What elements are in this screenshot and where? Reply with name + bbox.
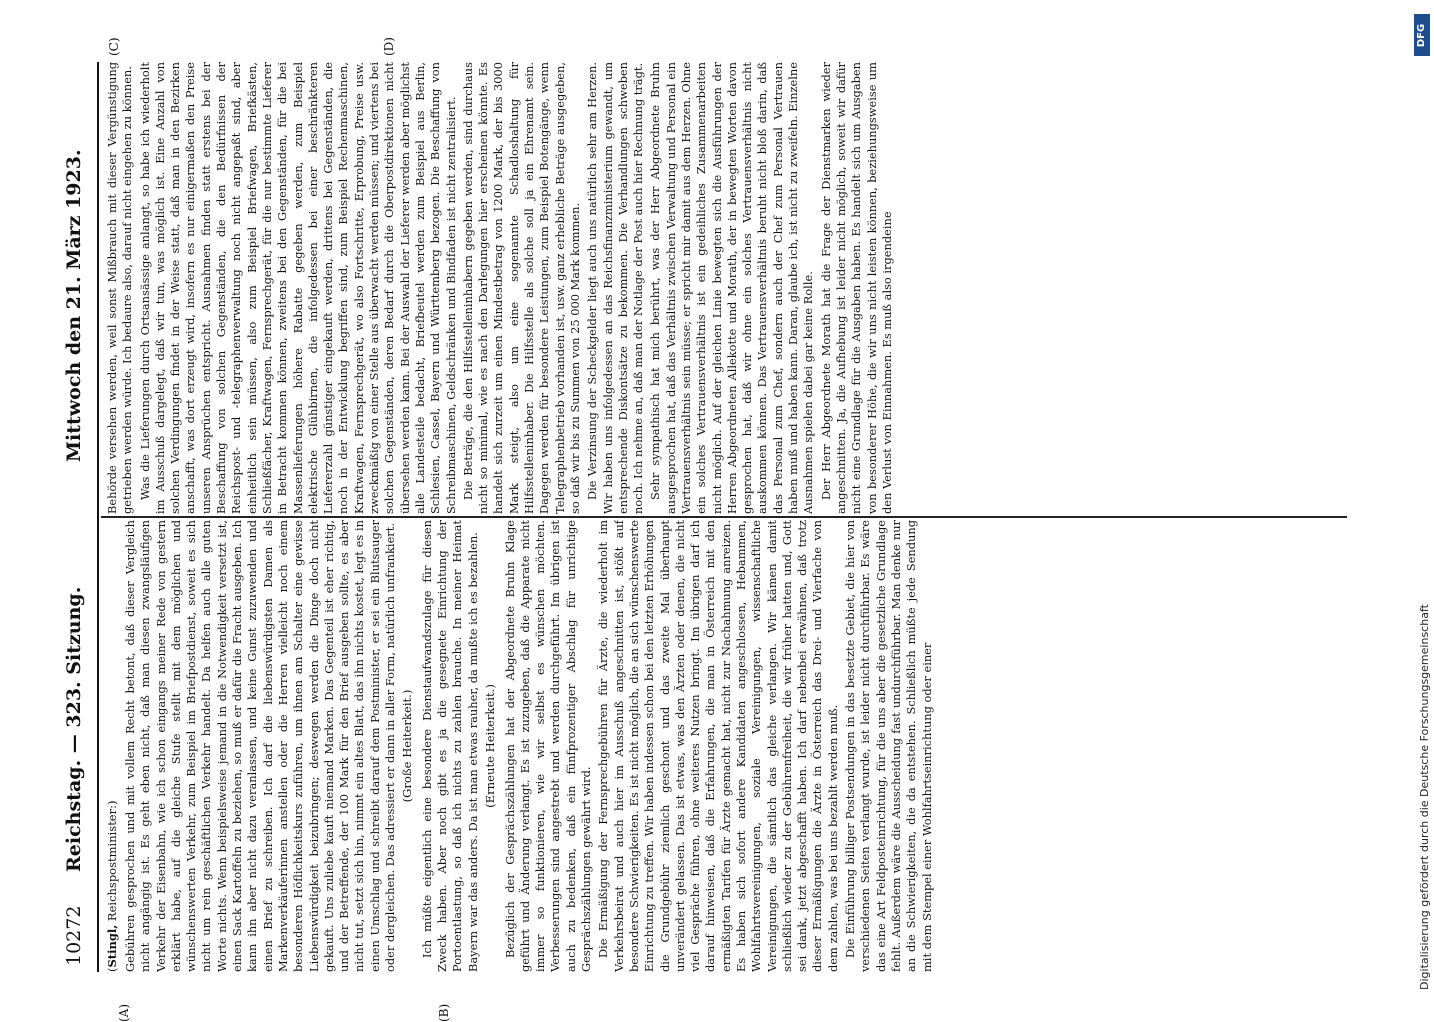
- right-column: [105, 62, 1345, 514]
- margin-marker-d: (D): [382, 37, 396, 56]
- margin-marker-a: (A): [117, 1003, 131, 1022]
- page-header: [57, 62, 99, 972]
- paragraph: Gebühren gesprochen und mit vollem Recht betont, daß dieser Vergleich nicht angängig ist. Es geht eben nicht, daß man diesen zwangsläufigen Verkehr der Eisenbahn, wie ich schon eingangs meiner Rede von gestern erklärt habe, auf die gleiche Stufe stellt mit dem möglichen und wünschenswerten Verkehr, zum Beispiel im Briefpostdienst, soweit es sich nicht um rein geschäftlichen Verkehr handelt. Da helfen auch alle guten Worte nichts. Wenn beispielsweise jemand in die Notwendigkeit versetzt ist, einen Sack Kartoffeln zu beziehen, so muß er dafür die Fracht ausgeben. Ich kann ihn aber nicht dazu veranlassen, und keine Gunst zuzuwenden und einen Brief zu schreiben. Ich darf die liebenswürdigsten Damen als Markenverkäuferinnen anstellen oder die Herren vielleicht noch einem besonderen Höflichkeitskurs zuführen, um ihnen am Schalter eine gewisse Liebenswürdigkeit beizubringen; deswegen werden die Dinge doch nicht gekauft. Uns zuliebe kauft niemand Marken. Das Gegenteil ist eher richtig, und der Betreffende, der 100 Mark für den Brief ausgeben sollte, es aber nicht tut, setzt sich hin, nimmt ein altes Blatt, das ihn nichts kostet, legt es in einen Umschlag und schreibt darauf dem Postminister, er sei ein Blutsauger oder dergleichen. Das adressiert er dann in aller Form, natürlich unfrankiert.: [123, 520, 398, 972]
- paragraph: Die Ermäßigung der Fernsprechgebühren für Ärzte, die wiederholt im Verkehrsbeirat und auch hier im Ausschuß angeschnitten ist, stößt auf besondere Schwierigkeiten. Es ist nicht möglich, die an sich wünschenswerte Einrichtung zu treffen. Wir haben indessen schon bei den letzten Erhöhungen die Grundgebühr ziemlich geschont und das zweite Mal überhaupt unverändert gelassen. Das ist etwas, was den Ärzten oder denen, die nicht viel Gespräche führen, ohne weiteres Nutzen bringt. Im übrigen darf ich darauf hinweisen, daß die Erfahrungen, die man in Österreich mit den ermäßigten Tarifen für Ärzte gemacht hat, nicht zur Nachahmung anreizen. Es haben sich sofort andere Kandidaten angeschlossen, Hebammen, Wohlfahrtsvereinigungen, soziale Vereinigungen, wissenschaftliche Vereinigungen, die sämtlich das gleiche verlangen. Wir kämen damit schließlich wieder zu der Gebührenfreiheit, die wir früher hatten und, Gott sei dank, jetzt abgeschafft haben. Ich darf nebenbei erwähnen, daß trotz dieser Ermäßigungen die Ärzte in Österreich das Drei- und Vierfache von dem zahlen, was bei uns bezahlt werden muß.: [596, 520, 840, 972]
- speaker-line: (Stingl, Reichspostminister:): [105, 800, 119, 972]
- funding-note: Digitalisierung gefördert durch die Deutsche Forschungsgemeinschaft: [1418, 604, 1431, 990]
- paragraph: Die Beträge, die den Hilfsstelleninhabern gegeben werden, sind durchaus nicht so minimal, wie es nach den Darlegungen hier erscheinen könnte. Es handelt sich zurzeit um einen Mindestbetrag von 1200 Mark, der bis 3000 Mark steigt, also um eine sogenannte Schadloshaltung für Hilfsstelleninhaber. Die Hilfsstelle als solche soll ja ein Ehrenamt sein. Dagegen werden für besondere Leistungen, zum Beispiel Botengänge, wenn Telegraphenbetrieb vorhanden ist, usw. ganz erhebliche Beträge ausgegeben, so daß wir bis zu Summen von 25 000 Mark kommen.: [460, 62, 582, 514]
- paragraph: Bezüglich der Gesprächszählungen hat der Abgeordnete Bruhn Klage geführt und Änderung verlangt. Es ist zuzugeben, daß die Apparate nicht immer so funktionieren, wie wir selbst es wünschen möchten. Verbesserungen sind angestrebt und werden durchgeführt. Im übrigen ist auch zu bedenken, daß ein fünfprozentiger Abschlag für unrichtige Gesprächszählungen gewährt wird.: [502, 520, 594, 972]
- paragraph: Behörde versehen werden, weil sonst Mißbrauch mit dieser Vergünstigung getrieben werden würde. Ich bedaure also, darauf nicht eingehen zu können.: [105, 62, 135, 514]
- margin-marker-b: (B): [437, 1003, 451, 1022]
- dfg-logo: DFG: [1414, 14, 1430, 56]
- paragraph: Der Herr Abgeordnete Morath hat die Frage der Dienstmarken wieder angeschnitten. Ja, die Aufhebung ist leider nicht möglich, soweit wir dafür nicht eine Grundlage für die Ausgaben haben. Es handelt sich um Ausgaben von besonderer Höhe, die wir uns nicht leisten können, beziehungsweise um den Verlust von Einnahmen. Es muß also irgendeine: [818, 62, 894, 514]
- paragraph: Was die Lieferungen durch Ortsansässige anlangt, so habe ich wiederholt im Ausschuß dargelegt, daß wir tun, was möglich ist. Eine Anzahl von solchen Verdingungen findet in der Weise statt, daß man in den Bezirken anschafft, was dort erzeugt wird, insofern es nur einigermaßen den Preise unseren Ansprüchen entspricht. Ausnahmen finden statt erstens bei der Beschaffung von solchen Gegenständen, die den Bedürfnissen der Reichspost- und -telegraphenverwaltung noch nicht angepaßt sind, aber einheitlich sein müssen, also zum Beispiel Briefwagen, Briefkästen, Schließfächer, Kraftwagen, Fernsprechgerät, für die nur bestimmte Lieferer in Betracht kommen können, zweitens bei den Gegenständen, für die bei Massenlieferungen höhere Rabatte gegeben werden, zum Beispiel elektrische Glühbirnen, die infolgedessen bei einer beschränkteren Liefererzahl günstiger eingekauft werden, drittens bei Gegenständen, die noch in der Entwicklung begriffen sind, zum Beispiel Rechenmaschinen, Kraftwagen, Fernsprechgerät, wo also Fortschritte, Erprobung, Preise usw. zweckmäßig von einer Stelle aus überwacht werden müssen; und viertens bei solchen Gegenständen, deren Bedarf durch die Oberpostdirektionen nicht übersehen werden kann. Bei der Auswahl der Lieferer werden aber möglichst alle Landesteile bedacht, Briefbeutel werden zum Beispiel aus Berlin, Schlesien, Cassel, Bayern und Württemberg bezogen. Die Beschaffung von Schreibmaschinen, Geldschränken und Bindfaden ist nicht zentralisiert.: [137, 62, 458, 514]
- paragraph: Sehr sympathisch hat mich berührt, was der Herr Abgeordnete Bruhn ausgesprochen hat, daß das Verhältnis zwischen Verwaltung und Personal ein Vertrauensverhältnis sein müsse; er spricht mir damit aus dem Herzen. Ohne ein solches Vertrauensverhältnis ist ein gedeihliches Zusammenarbeiten nicht möglich. Auf der gleichen Linie bewegten sich die Ausführungen der Herren Abgeordneten Allekotte und Morath, der in bewegten Worten davon gesprochen hat, daß wir ohne ein solches Vertrauensverhältnis nicht auskommen können. Das Vertrauensverhältnis beruht nicht bloß darin, daß das Personal zum Chef, sondern auch der Chef zum Personal Vertrauen haben muß und haben kann. Daran, glaube ich, ist nicht zu zweifeln. Einzelne Ausnahmen spielen dabei gar keine Rolle.: [648, 62, 816, 514]
- stage-direction: (Große Heiterkeit.): [400, 689, 415, 803]
- stage-direction: (Erneute Heiterkeit.): [483, 684, 498, 808]
- paragraph: Die Verzinsung der Scheckgelder liegt auch uns natürlich sehr am Herzen. Wir haben uns infolgedessen an das Reichsfinanzministerium gewandt, um entsprechende Diskontsätze zu bekommen. Die Verhandlungen schweben noch. Ich nehme an, daß man der Notlage der Post auch hier Rechnung trägt.: [585, 62, 646, 514]
- paragraph: Ich müßte eigentlich eine besondere Dienstaufwandszulage für diesen Zweck haben. Aber noch gibt es ja die gesegnete Einrichtung der Portoentlastung, so daß ich nichts zu zahlen brauche. In meiner Heimat Bayern war das anders. Da ist man etwas rauher, da mußte ich es bezahlen.: [419, 520, 480, 972]
- margin-marker-c: (C): [107, 37, 121, 56]
- session-title: Reichstag. — 323. Sitzung.: [63, 586, 85, 872]
- rotated-page: [57, 37, 1347, 1022]
- speaker-name: Stingl,: [105, 924, 119, 968]
- speaker-role: Reichspostminister:: [105, 805, 119, 922]
- left-column: [105, 520, 1345, 972]
- column-divider: [101, 517, 1347, 519]
- paragraph: Die Einführung billiger Postsendungen in das besetzte Gebiet, die hier von verschiedenen Seiten verlangt wurde, ist leider nicht durchführbar. Es wäre das eine Art Feldposteinrichtung, für die uns aber die gesetzliche Grundlage fehlt. Außerdem wäre die Ausscheidung fast undurchführbar. Man denke nur an die Schwierigkeiten, die da entstehen. Schließlich müßte jede Sendung mit dem Stempel einer Wohlfahrtseinrichtung oder einer: [843, 520, 934, 972]
- page-number: 10272: [63, 905, 85, 966]
- session-date: Mittwoch den 21. März 1923.: [63, 149, 85, 462]
